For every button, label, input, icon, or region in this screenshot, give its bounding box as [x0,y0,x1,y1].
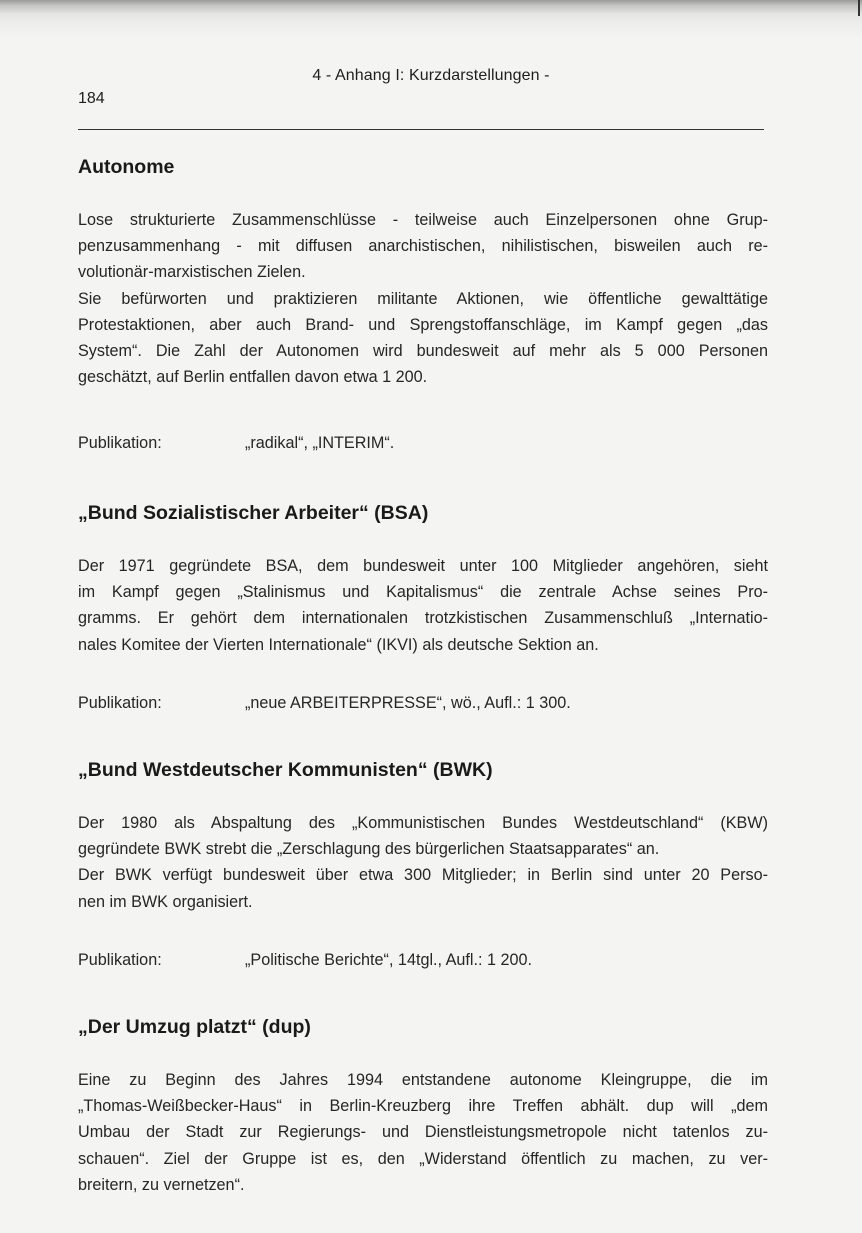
text-line: Sie befürworten und praktizieren militante Aktionen, wie öffentliche gewalttätige [78,289,768,308]
section-paragraph-dup [78,1067,768,1198]
text-line: nales Komitee der Vierten Internationale“ (IKVI) als deutsche Sektion an. [78,635,599,654]
text-line: System“. Die Zahl der Autonomen wird bundesweit auf mehr als 5 000 Personen [78,342,768,361]
text-line: geschätzt, auf Berlin entfallen davon etwa 1 200. [78,368,428,387]
text-line: „Thomas-Weißbecker-Haus“ in Berlin-Kreuzberg ihre Treffen abhält. dup will „dem [78,1097,768,1116]
section-heading-bwk: „Bund Westdeutscher Kommunisten“ (BWK) [78,759,493,781]
text-line: Umbau der Stadt zur Regierungs- und Dienstleistungsmetropole nicht tatenlos zu- [78,1123,768,1142]
publication-label: Publikation: [78,694,162,712]
scan-edge-mark [858,0,860,16]
publication-value: „neue ARBEITERPRESSE“, wö., Aufl.: 1 300. [245,694,571,712]
text-line: Der BWK verfügt bundesweit über etwa 300 Mitglieder; in Berlin sind unter 20 Perso- [78,866,768,885]
text-line: breitern, zu vernetzen“. [78,1175,245,1194]
text-line: Lose strukturierte Zusammenschlüsse - teilweise auch Einzelpersonen ohne Grup- [78,211,768,229]
running-title: 4 - Anhang I: Kurzdarstellungen - [312,67,550,84]
section-heading-autonome: Autonome [78,156,175,178]
page-number: 184 [78,90,105,107]
section-heading-bsa: „Bund Sozialistischer Arbeiter“ (BSA) [78,502,429,524]
section-paragraph-bwk [78,810,768,915]
publication-label: Publikation: [78,434,162,452]
section-paragraph-bsa [78,553,768,658]
text-line: schauen“. Ziel der Gruppe ist es, den „Widerstand öffentlich zu machen, zu ver- [78,1149,768,1168]
header-divider [78,129,764,130]
scan-shadow-edge [0,0,862,14]
section-paragraph-autonome [78,207,768,390]
text-line: gramms. Er gehört dem internationalen trotzkistischen Zusammenschluß „Internatio- [78,609,768,628]
text-line: penzusammenhang - mit diffusen anarchistischen, nihilistischen, bisweilen auch re- [78,237,768,256]
publication-value: „radikal“, „INTERIM“. [245,434,395,452]
text-line: Protestaktionen, aber auch Brand- und Sprengstoffanschläge, im Kampf gegen „das [78,315,768,334]
text-line: Eine zu Beginn des Jahres 1994 entstandene autonome Kleingruppe, die im [78,1071,768,1089]
section-heading-dup: „Der Umzug platzt“ (dup) [78,1016,311,1038]
text-line: nen im BWK organisiert. [78,892,253,911]
text-line: gegründete BWK strebt die „Zerschlagung des bürgerlichen Staatsapparates“ an. [78,840,660,859]
text-line: Der 1971 gegründete BSA, dem bundesweit unter 100 Mitglieder angehören, sieht [78,557,768,575]
text-line: im Kampf gegen „Stalinismus und Kapitalismus“ die zentrale Achse seines Pro- [78,583,768,602]
publication-label: Publikation: [78,951,162,969]
text-line: Der 1980 als Abspaltung des „Kommunistischen Bundes Westdeutschland“ (KBW) [78,814,768,832]
text-line: volutionär-marxistischen Zielen. [78,263,306,282]
publication-value: „Politische Berichte“, 14tgl., Aufl.: 1 200. [245,951,533,969]
